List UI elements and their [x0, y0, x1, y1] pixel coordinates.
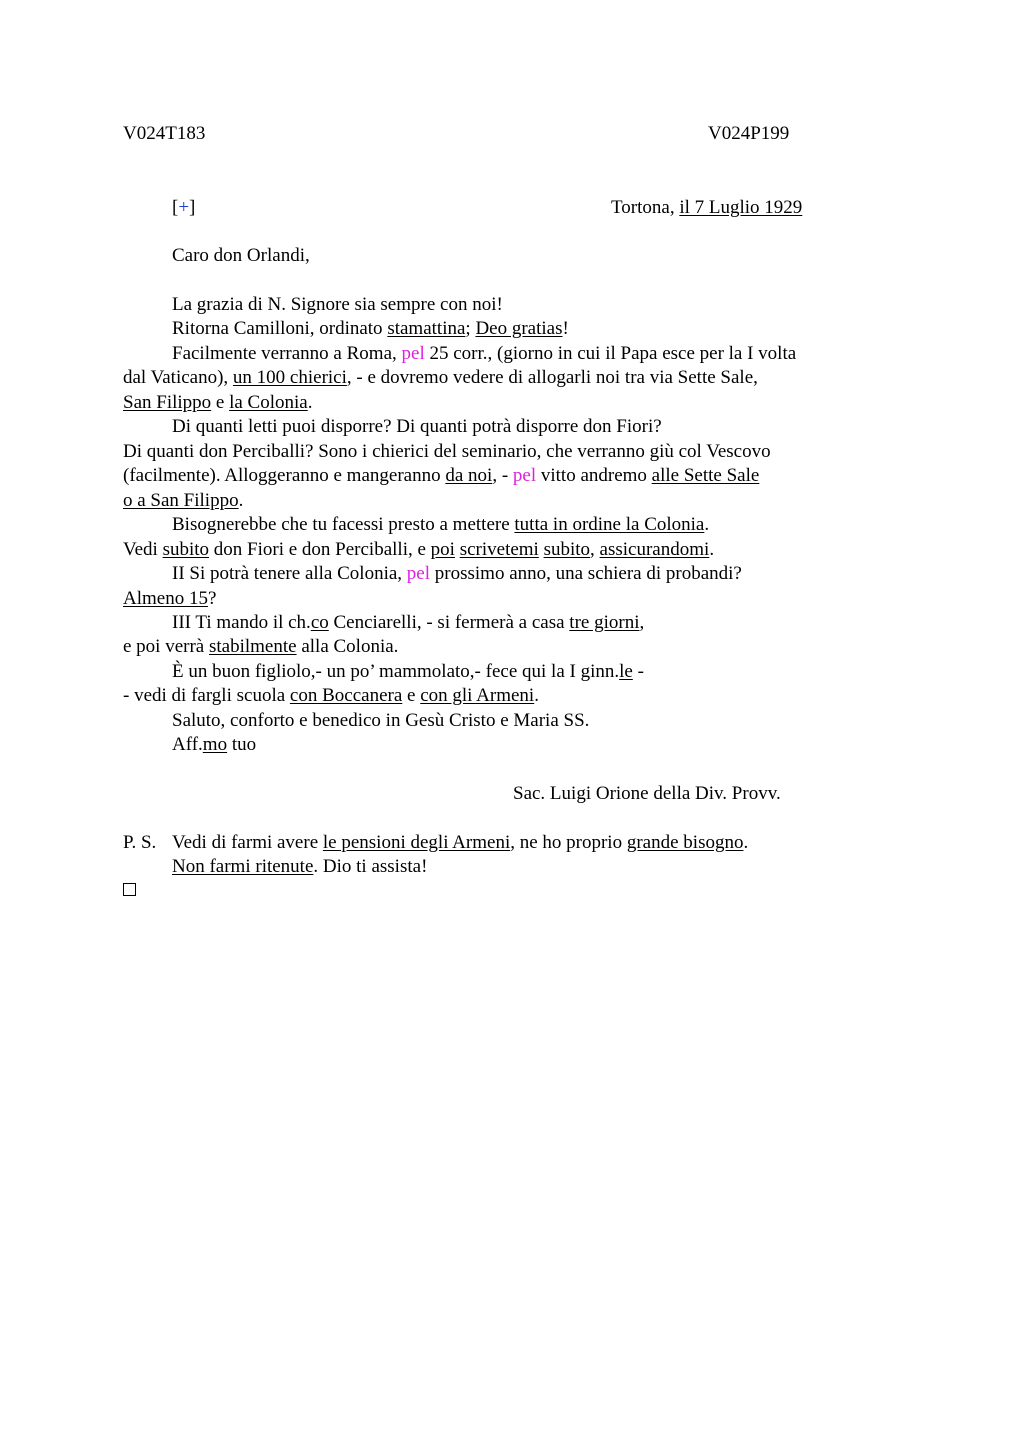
body-line-15: e poi verrà stabilmente alla Colonia.: [123, 636, 399, 657]
cross-mark: [+]: [172, 197, 196, 218]
body-line-13: Almeno 15?: [123, 588, 217, 609]
body-line-11: Vedi subito don Fiori e don Perciballi, e poi scrivetemi subito, assicurandomi.: [123, 539, 715, 560]
body-line-17: - vedi di fargli scuola con Boccanera e con gli Armeni.: [123, 685, 539, 706]
body-line-8: (facilmente). Alloggeranno e mangeranno da noi, - pel vitto andremo alle Sette Sale: [123, 465, 760, 486]
square-mark-icon: [123, 883, 136, 896]
cross-symbol: +: [178, 197, 190, 218]
body-line-12: II Si potrà tenere alla Colonia, pel prossimo anno, una schiera di probandi?: [172, 563, 742, 584]
salutation: Caro don Orlandi,: [172, 245, 310, 266]
body-line-14: III Ti mando il ch.co Cenciarelli, - si fermerà a casa tre giorni,: [172, 612, 645, 633]
body-line-16: È un buon figliolo,- un po’ mammolato,- fece qui la I ginn.le -: [172, 661, 644, 682]
body-line-6: Di quanti letti puoi disporre? Di quanti potrà disporre don Fiori?: [172, 416, 662, 437]
body-line-7: Di quanti don Perciballi? Sono i chierici del seminario, che verranno giù col Vescovo: [123, 441, 771, 462]
document-code-right: V024P199: [708, 123, 790, 144]
letter-date: il 7 Luglio 1929: [679, 197, 803, 218]
body-line-18: Saluto, conforto e benedico in Gesù Cristo e Maria SS.: [172, 710, 590, 731]
document-code-left: V024T183: [123, 123, 206, 144]
body-line-3: Facilmente verranno a Roma, pel 25 corr., (giorno in cui il Papa esce per la I volta: [172, 343, 797, 364]
body-line-4: dal Vaticano), un 100 chierici, - e dovremo vedere di allogarli noi tra via Sette Sale,: [123, 367, 758, 388]
signature: Sac. Luigi Orione della Div. Provv.: [513, 783, 781, 804]
closing: Aff.mo tuo: [172, 734, 257, 755]
ps-label: P. S.: [123, 832, 157, 853]
body-line-5: San Filippo e la Colonia.: [123, 392, 313, 413]
ps-line-1: Vedi di farmi avere le pensioni degli Armeni, ne ho proprio grande bisogno.: [172, 832, 749, 853]
body-line-1: La grazia di N. Signore sia sempre con noi!: [172, 294, 503, 315]
body-line-9: o a San Filippo.: [123, 490, 244, 511]
body-line-2: Ritorna Camilloni, ordinato stamattina; Deo gratias!: [172, 318, 569, 339]
date-line: Tortona, il 7 Luglio 1929: [611, 197, 803, 218]
body-line-10: Bisognerebbe che tu facessi presto a mettere tutta in ordine la Colonia.: [172, 514, 710, 535]
ps-line-2: Non farmi ritenute. Dio ti assista!: [172, 856, 428, 877]
